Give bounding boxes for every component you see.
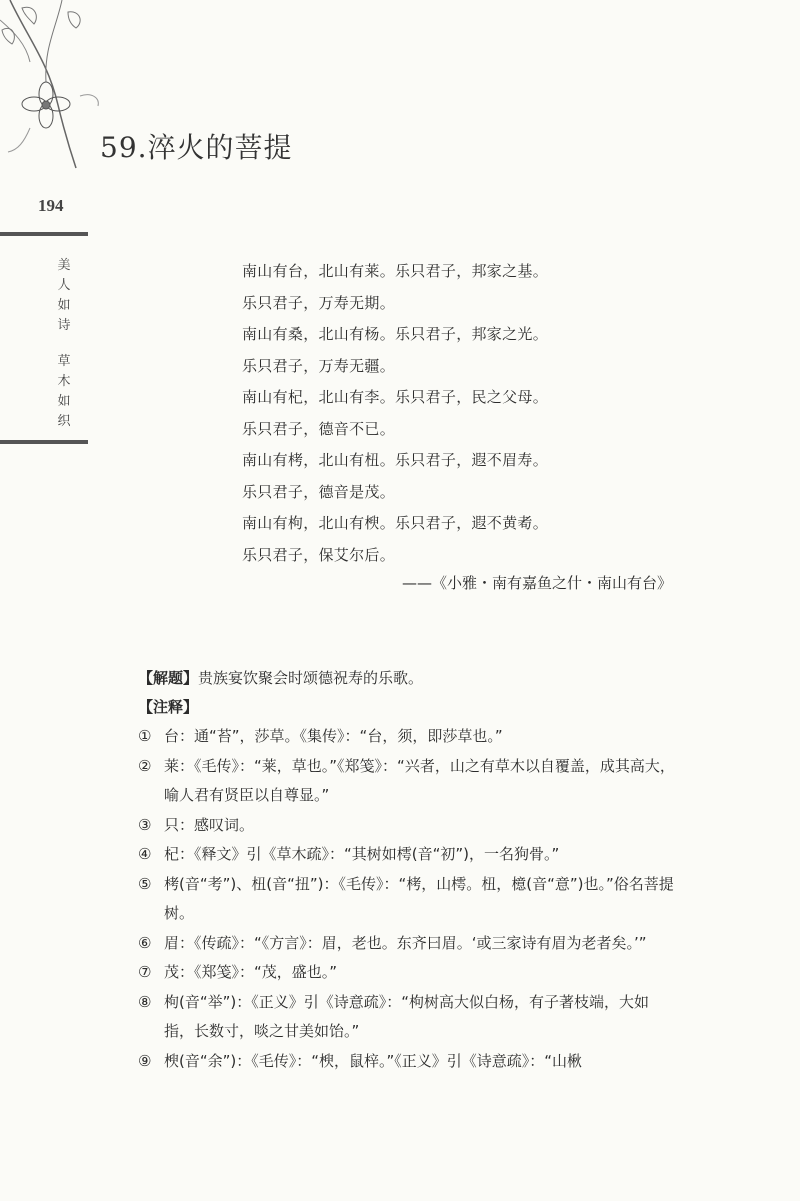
note-item — [138, 840, 678, 870]
book-title-char: 美 — [57, 258, 71, 273]
note-number: ⑧ — [138, 992, 152, 1011]
note-number: ⑤ — [138, 874, 152, 893]
note-text: 栲(音“考”)、杻(音“扭”)：《毛传》：“栲，山樗。杻，檍(音“意”)也。”俗名菩提树。 — [164, 874, 674, 922]
note-number: ③ — [138, 815, 152, 834]
book-title-char: 木 — [57, 374, 71, 389]
sidebar-bottom-rule — [0, 440, 88, 444]
book-title-char: 人 — [57, 278, 71, 293]
floral-decoration — [0, 0, 110, 170]
poem-line: 乐只君子，德音是茂。 — [242, 482, 396, 501]
book-title-char: 诗 — [57, 318, 71, 333]
note-number: ② — [138, 756, 152, 775]
note-number: ① — [138, 727, 152, 745]
note-item — [138, 988, 678, 1047]
page-number: 194 — [38, 196, 64, 215]
note-item — [138, 1047, 678, 1077]
poem-line: 南山有桑，北山有杨。乐只君子，邦家之光。 — [242, 325, 549, 343]
note-text: 楰(音“余”)：《毛传》：“楰，鼠梓。”《正义》引《诗意疏》：“山楸 — [164, 1051, 583, 1070]
book-title-char: 如 — [57, 394, 71, 409]
chapter-title: 59.淬火的菩提 — [100, 131, 293, 164]
jieti-line — [138, 664, 678, 693]
note-text: 台：通“苔”，莎草。《集传》：“台，须，即莎草也。” — [164, 727, 503, 745]
book-title-char: 织 — [57, 414, 71, 429]
poem-line: 南山有台，北山有莱。乐只君子，邦家之基。 — [242, 262, 549, 280]
poem-line: 南山有枸，北山有楰。乐只君子，遐不黄耇。 — [242, 514, 549, 532]
jieti-label: 【解题】 — [138, 669, 199, 687]
note-text: 枸(音“举”)：《正义》引《诗意疏》：“枸树高大似白杨，有子著枝端，大如指，长数寸，啖之甘美如饴。” — [164, 992, 650, 1040]
note-item — [138, 722, 678, 752]
zhushi-heading — [138, 693, 678, 722]
note-text: 只：感叹词。 — [164, 815, 255, 834]
jieti-text: 贵族宴饮聚会时颂德祝寿的乐歌。 — [198, 669, 424, 687]
notes-section — [138, 664, 678, 1076]
note-number: ⑨ — [138, 1051, 152, 1070]
note-item — [138, 929, 678, 959]
note-text: 杞：《释文》引《草木疏》：“其树如樗(音“初”)，一名狗骨。” — [164, 845, 560, 863]
note-item — [138, 811, 678, 841]
note-item — [138, 752, 678, 811]
book-title-char: 如 — [57, 298, 71, 313]
book-title-char: 草 — [57, 354, 71, 369]
note-text: 眉：《传疏》：“《方言》：眉，老也。东齐曰眉。‘或三家诗有眉为老者矣。’” — [164, 933, 647, 952]
sidebar-top-rule — [0, 232, 88, 236]
note-item — [138, 870, 678, 929]
poem-line: 乐只君子，万寿无疆。 — [242, 356, 396, 375]
book-title-vertical — [56, 256, 72, 432]
poem — [242, 256, 548, 571]
poem-line: 乐只君子，万寿无期。 — [242, 293, 396, 312]
poem-source: ——《小雅・南有嘉鱼之什・南山有台》 — [401, 574, 672, 592]
poem-line: 南山有栲，北山有杻。乐只君子，遐不眉寿。 — [242, 451, 549, 469]
zhushi-label: 【注释】 — [138, 698, 199, 716]
note-number: ④ — [138, 845, 152, 863]
note-number: ⑥ — [138, 933, 152, 952]
note-item — [138, 958, 678, 988]
poem-line: 南山有杞，北山有李。乐只君子，民之父母。 — [242, 388, 549, 406]
note-text: 茂：《郑笺》：“茂，盛也。” — [164, 963, 338, 981]
note-text: 莱：《毛传》：“莱，草也。”《郑笺》：“兴者，山之有草木以自覆盖，成其高大，喻人君有贤臣以自尊显。” — [164, 756, 675, 804]
poem-line: 乐只君子，保艾尔后。 — [242, 545, 396, 564]
poem-line: 乐只君子，德音不已。 — [242, 419, 396, 438]
note-number: ⑦ — [138, 963, 152, 981]
